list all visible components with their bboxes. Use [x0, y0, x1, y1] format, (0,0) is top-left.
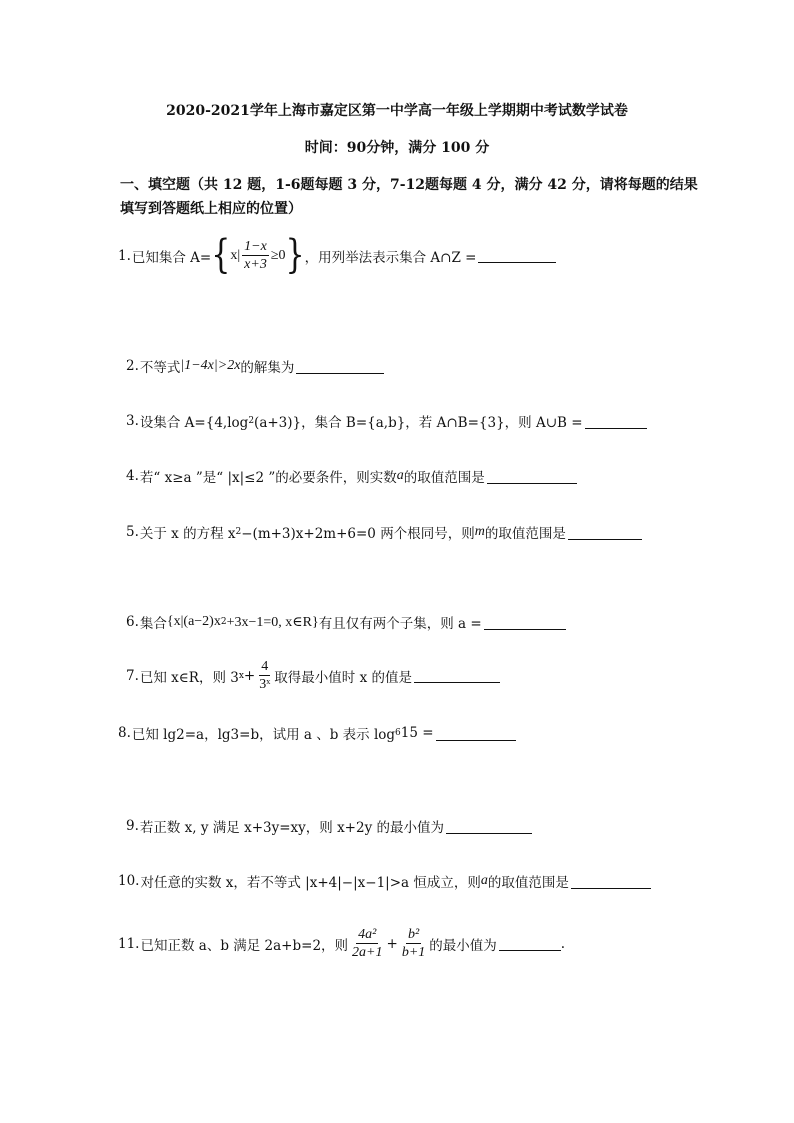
question-2 — [126, 356, 384, 376]
question-number: 6. — [126, 614, 139, 630]
answer-blank[interactable] — [478, 248, 556, 263]
relation: ≥0 — [270, 247, 286, 263]
question-number: 3. — [126, 413, 139, 429]
question-text: 的解集为 — [240, 360, 295, 376]
answer-blank[interactable] — [436, 726, 516, 741]
exponent: 2 — [235, 527, 242, 537]
log-base: 6 — [395, 728, 401, 738]
fraction-denominator: 2a+1 — [352, 945, 383, 960]
question-4 — [126, 466, 577, 486]
answer-blank[interactable] — [414, 668, 500, 683]
question-text: (a+3)}，集合 B={a,b}，若 A∩B={3}，则 A∪B = — [254, 415, 583, 431]
answer-blank[interactable] — [484, 615, 566, 630]
math-expression: |1−4x|>2x — [180, 358, 241, 373]
set-variable: x| — [230, 247, 241, 263]
question-number: 7. — [126, 667, 139, 684]
question-text: 的取值范围是 — [484, 526, 566, 542]
left-brace-icon: { — [211, 232, 231, 278]
question-1 — [118, 232, 556, 278]
section-heading — [120, 173, 698, 221]
fraction-denominator: 3ˣ — [259, 677, 271, 692]
right-brace-icon: } — [285, 232, 305, 278]
answer-blank[interactable] — [571, 874, 651, 889]
question-number: 1. — [118, 247, 131, 264]
period: . — [560, 935, 566, 952]
fraction-2 — [400, 926, 427, 961]
question-7 — [126, 658, 500, 693]
fraction-1 — [350, 926, 384, 961]
exam-title: 2020-2021学年上海市嘉定区第一中学高一年级上学期期中考试数学试卷 — [166, 103, 628, 119]
question-text: 已知正数 a、b 满足 2a+b=2，则 — [140, 937, 349, 954]
answer-blank[interactable] — [296, 359, 384, 374]
question-text: 若“ x≥a ”是“ |x|≤2 ”的必要条件，则实数 — [139, 470, 397, 486]
fraction-denominator: b+1 — [401, 945, 426, 960]
question-text: 已知集合 A= — [131, 249, 212, 266]
exponent: x — [238, 670, 244, 681]
question-text: 已知 x∈R，则 3 — [139, 669, 239, 686]
question-10 — [118, 871, 651, 891]
question-number: 8. — [118, 725, 131, 741]
exam-subtitle: 时间：90分钟，满分 100 分 — [304, 140, 490, 156]
question-8 — [118, 723, 516, 743]
question-text: 的取值范围是 — [487, 875, 569, 891]
question-text: 对任意的实数 x，若不等式 |x+4|−|x−1|>a 恒成立，则 — [140, 875, 481, 891]
question-text: 不等式 — [139, 360, 181, 376]
question-text: 有且仅有两个子集，则 a = — [318, 616, 482, 632]
question-text: 设集合 A={4,log — [139, 415, 249, 431]
section-heading-line2: 填写到答题纸上相应的位置） — [120, 201, 302, 217]
question-text: −(m+3)x+2m+6=0 两个根同号，则 — [241, 526, 475, 542]
question-number: 11. — [118, 935, 140, 952]
question-number: 5. — [126, 524, 139, 540]
question-text: 若正数 x, y 满足 x+3y=xy，则 x+2y 的最小值为 — [139, 820, 445, 836]
math-variable: m — [474, 524, 485, 539]
log-base: 2 — [248, 416, 255, 426]
question-11 — [118, 926, 565, 961]
math-variable: a — [396, 468, 404, 483]
question-number: 9. — [126, 818, 139, 834]
fraction — [242, 238, 269, 273]
exponent: 2 — [220, 617, 227, 627]
math-variable: a — [480, 873, 488, 888]
answer-blank[interactable] — [568, 525, 642, 540]
question-number: 2. — [126, 358, 139, 374]
answer-blank[interactable] — [499, 936, 561, 951]
question-text: 的取值范围是 — [403, 470, 485, 486]
question-text: 的最小值为 — [429, 937, 497, 954]
question-text: 集合 — [139, 616, 167, 632]
fraction — [257, 658, 272, 693]
set-expression: +3x−1=0, x∈R} — [226, 614, 319, 630]
answer-blank[interactable] — [446, 819, 532, 834]
question-text: 15 = — [400, 725, 434, 741]
fraction-numerator: b² — [407, 927, 420, 942]
question-5 — [126, 522, 642, 542]
question-text: 关于 x 的方程 x — [139, 526, 236, 542]
question-number: 4. — [126, 468, 139, 484]
question-text: ，用列举法表示集合 A∩Z = — [304, 249, 477, 266]
question-number: 10. — [118, 873, 140, 889]
question-3 — [126, 411, 647, 431]
fraction-numerator: 4a² — [358, 927, 377, 942]
fraction-numerator: 1−x — [244, 239, 267, 254]
answer-blank[interactable] — [487, 469, 577, 484]
question-text: 已知 lg2=a，lg3=b，试用 a 、b 表示 log — [131, 727, 396, 743]
question-9 — [126, 816, 532, 836]
fraction-denominator: x+3 — [244, 257, 267, 272]
section-heading-line1: 一、填空题（共 12 题，1-6题每题 3 分，7-12题每题 4 分，满分 42 分，请将每题的结果 — [120, 177, 698, 193]
set-expression: {x|(a−2)x — [166, 614, 221, 629]
plus-sign: + — [243, 667, 256, 684]
question-6 — [126, 612, 566, 632]
question-text: 取得最小值时 x 的值是 — [274, 669, 412, 686]
fraction-numerator: 4 — [261, 659, 269, 674]
plus-sign: + — [386, 935, 398, 952]
answer-blank[interactable] — [585, 414, 647, 429]
